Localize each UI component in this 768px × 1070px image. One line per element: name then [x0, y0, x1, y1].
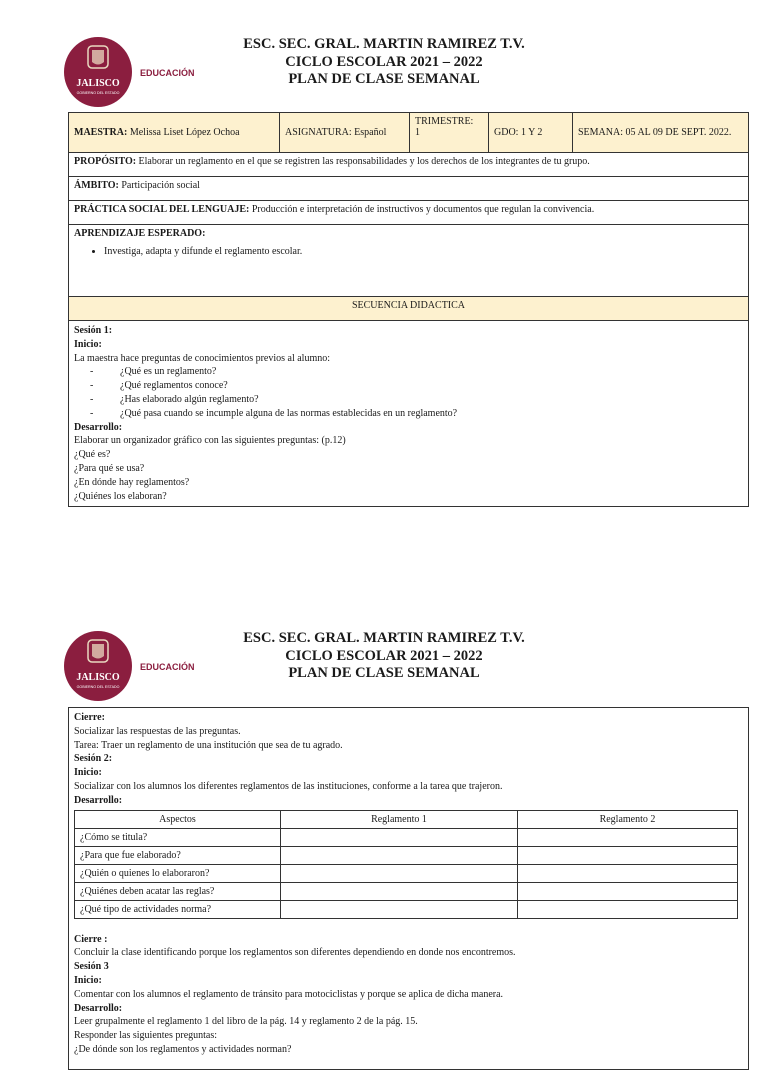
trimester-cell: TRIMESTRE: 1: [410, 113, 489, 153]
plan-table-2: [68, 707, 749, 1070]
school-cycle: CICLO ESCOLAR 2021 – 2022: [285, 53, 483, 70]
table-row: ¿Qué tipo de actividades norma?: [75, 900, 738, 918]
page-1: [0, 36, 768, 502]
teacher-cell: MAESTRA: Melissa Liset López Ochoa: [69, 113, 280, 153]
subject-cell: ASIGNATURA: Español: [280, 113, 410, 153]
school-titles: [200, 36, 568, 89]
purpose-row: PROPÓSITO: Elaborar un reglamento en el que se registren las responsabilidades y los derechos de los integrantes de tu grupo.: [69, 153, 749, 177]
session-1-cell: Sesión 1: Inicio: La maestra hace preguntas de conocimientos previos al alumno: - ¿Qué es un reglamento? - ¿Qué reglamentos conoce? - ¿Has elaborado algún reglamento? - ¿Qué pasa cuando se incumple alguna de las normas establecidas en un reglamento? Desarrollo: Elaborar un organizador gráfico con las siguientes preguntas: (p.12) ¿Qué es? ¿Para qué se usa? ¿En dónde hay reglamentos? ¿Quiénes los elaboran?: [69, 321, 749, 507]
school-name: ESC. SEC. GRAL. MARTIN RAMIREZ T.V.: [243, 36, 525, 52]
plan-table: [68, 112, 749, 507]
svg-text:EDUCACIÓN: EDUCACIÓN: [140, 662, 195, 672]
page-header: [0, 36, 768, 106]
continuation-cell: Cierre: Socializar las respuestas de las preguntas. Tarea: Traer un reglamento de una institución que sea de tu agrado. Sesión 2: Inicio: Socializar con los alumnos los diferentes reglamentos de las instituciones, conforme a la tarea que trajeron. Desarrollo: Aspectos Reglamento 1 Reglamento 2 ¿Cómo se titula? ¿Para que fue elaborado? ¿Quién o quienes lo elaboraron? ¿Quiénes deben acatar las reglas? ¿Qué tipo de actividades norma? Cierre : Concluir la clase identificando porque los reglamentos son diferentes dependiendo en donde nos encontremos. Sesión 3 Inicio: Comentar con los alumnos el reglamento de tránsito para motociclistas y porque se aplica de dicha manera. Desarrollo: Leer grupalmente el reglamento 1 del libro de la pág. 14 y reglamento 2 de la pág. 15. Responder las siguientes preguntas: ¿De dónde son los reglamentos y actividades norman?: [69, 708, 749, 1070]
table-row: ¿Quién o quienes lo elaboraron?: [75, 864, 738, 882]
school-titles-2: ESC. SEC. GRAL. MARTIN RAMIREZ T.V. CICLO ESCOLAR 2021 – 2022 PLAN DE CLASE SEMANAL: [243, 630, 525, 681]
page-header-2: [0, 630, 768, 700]
table-row: ¿Para que fue elaborado?: [75, 846, 738, 864]
table-row: ¿Cómo se titula?: [75, 828, 738, 846]
plan-title: PLAN DE CLASE SEMANAL: [288, 71, 480, 87]
jalisco-logo: [64, 36, 204, 106]
col-reglamento-2: Reglamento 2: [518, 810, 738, 828]
page-2: [0, 630, 768, 1055]
svg-text:EDUCACIÓN: EDUCACIÓN: [140, 68, 195, 78]
grade-cell: GDO: 1 Y 2: [489, 113, 573, 153]
practice-row: PRÁCTICA SOCIAL DEL LENGUAJE: Producción e interpretación de instructivos y documentos que regulan la convivencia.: [69, 201, 749, 225]
ambit-row: ÁMBITO: Participación social: [69, 177, 749, 201]
svg-text:JALISCO: JALISCO: [76, 78, 120, 89]
svg-text:GOBIERNO DEL ESTADO: GOBIERNO DEL ESTADO: [76, 91, 120, 95]
col-aspects: Aspectos: [75, 810, 281, 828]
comparison-table: [74, 810, 738, 919]
week-cell: SEMANA: 05 AL 09 DE SEPT. 2022.: [573, 113, 749, 153]
table-row: ¿Quiénes deben acatar las reglas?: [75, 882, 738, 900]
sequence-header: SECUENCIA DIDACTICA: [69, 297, 749, 321]
svg-text:JALISCO: JALISCO: [76, 672, 120, 683]
col-reglamento-1: Reglamento 1: [281, 810, 518, 828]
expected-bullet: • Investiga, adapta y difunde el reglamento escolar.: [104, 245, 743, 258]
expected-learning-row: APRENDIZAJE ESPERADO: • Investiga, adapta y difunde el reglamento escolar.: [69, 225, 749, 297]
jalisco-logo-2: [64, 630, 204, 700]
svg-text:GOBIERNO DEL ESTADO: GOBIERNO DEL ESTADO: [76, 685, 120, 689]
